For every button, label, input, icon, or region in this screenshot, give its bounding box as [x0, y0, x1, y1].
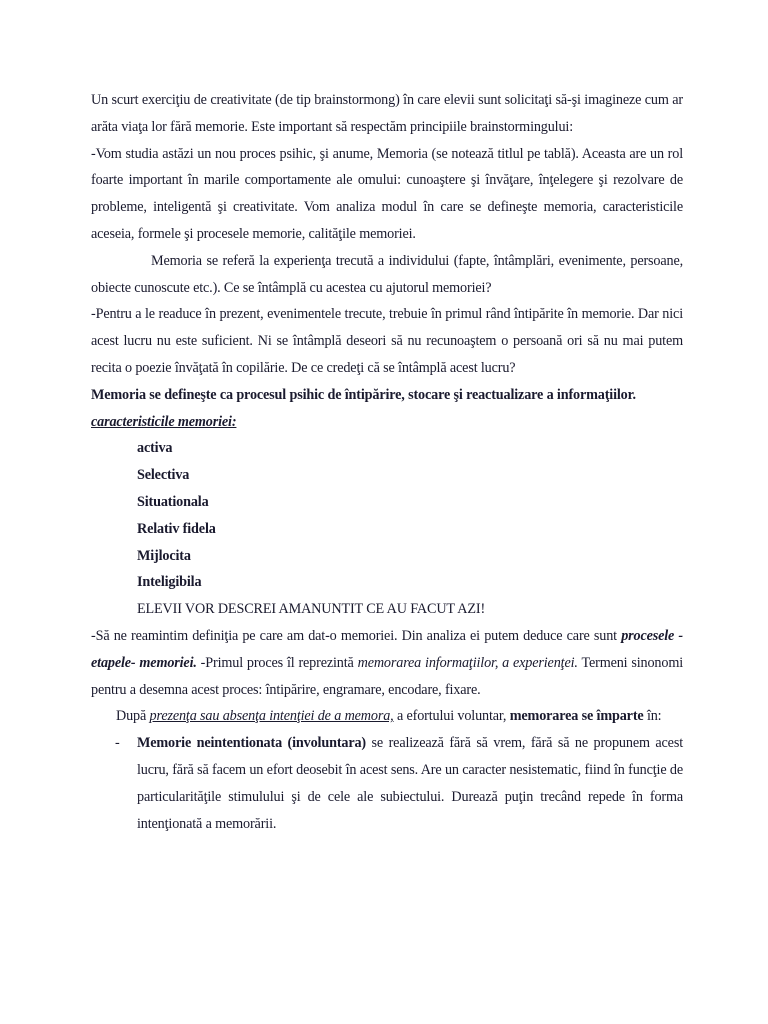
characteristics-list	[91, 435, 683, 596]
memorization-mid: a efortului voluntar,	[393, 708, 510, 725]
present-paragraph: -Pentru a le readuce în prezent, evenimentele trecute, trebuie în primul rând întipărite în memorie. Dar nici acest lucru nu este suficient. Ni se întâmplă deseori să nu recunoaştem o persoană ori să nu mai putem recita o poezie învăţată în copilărie. De ce credeţi că se întâmplă acest lucru?	[91, 306, 683, 376]
students-note: ELEVII VOR DESCREI AMANUNTIT CE AU FACUT AZI!	[137, 601, 486, 618]
memorization-lead: După	[116, 708, 150, 725]
processes-term: procesele -etapele- memoriei.	[91, 627, 684, 671]
study-paragraph: -Vom studia astăzi un nou proces psihic, şi anume, Memoria (se notează titlul pe tablă). Aceasta are un rol foarte important în marile comportamente ale omului: cunoaştere şi învăţare, înţelegere şi rezolvare de probleme, inteligentă şi creativitate. Vom analiza modul în care se defineşte memoria, caracteristicile aceseia, formele şi procesele memorie, calităţile memoriei.	[91, 145, 683, 242]
memorization-tail: în:	[643, 708, 662, 725]
characteristic-item: Relativ fidela	[137, 520, 216, 537]
characteristic-item: activa	[137, 440, 173, 457]
characteristic-item: Inteligibila	[137, 574, 202, 591]
characteristic-item: Situationala	[137, 493, 209, 510]
processes-italic: memorarea informaţiilor, a experienţei.	[357, 654, 578, 671]
characteristic-item: Mijlocita	[137, 547, 191, 564]
memory-type-item	[91, 730, 683, 837]
memory-types-list	[91, 730, 683, 837]
characteristic-item: Selectiva	[137, 467, 190, 484]
memory-definition: Memoria se defineşte ca procesul psihic de întipărire, stocare şi reactualizare a informaţiilor.	[91, 386, 636, 403]
document-page	[91, 87, 683, 837]
memory-type-title: Memorie neintentionata (involuntara)	[137, 735, 367, 752]
processes-lead: -Să ne reamintim definiţia pe care am dat-o memoriei. Din analiza ei putem deduce care sunt	[91, 627, 622, 644]
experience-paragraph: Memoria se referă la experienţa trecută a individului (fapte, întâmplări, evenimente, persoane, obiecte cunoscute etc.). Ce se întâmplă cu acestea cu ajutorul memoriei?	[91, 252, 683, 296]
memorization-paragraph	[91, 703, 683, 730]
processes-mid: -Primul proces îl reprezintă	[196, 654, 358, 671]
memory-type-text: se realizează fără să vrem, fără să ne propunem acest lucru, fără să facem un efort deosebit în acest sens. Are un caracter nesistematic, fiind în funcţie de particularităţile stimulului şi de cele ale subiectului. Durează puţin trecând repede în forma intenţionată a memorării.	[137, 735, 683, 832]
intro-paragraph: Un scurt exerciţiu de creativitate (de tip brainstormong) în care elevii sunt solicitaţi să-şi imagineze cum ar arăta viaţa lor fără memorie. Este important să respectăm principiile brainstormingului:	[91, 92, 683, 135]
memorization-bold: memorarea se împarte	[509, 708, 644, 725]
processes-paragraph	[91, 623, 683, 703]
processes-tail: Termeni sinonomi pentru a desemna acest proces: întipărire, engramare, encodare, fixare.	[91, 654, 683, 698]
characteristics-heading: caracteristicile memoriei:	[91, 413, 237, 430]
memorization-underlined: prezenţa sau absenţa intenţiei de a memora,	[149, 708, 394, 725]
dash-bullet: -	[115, 735, 120, 752]
